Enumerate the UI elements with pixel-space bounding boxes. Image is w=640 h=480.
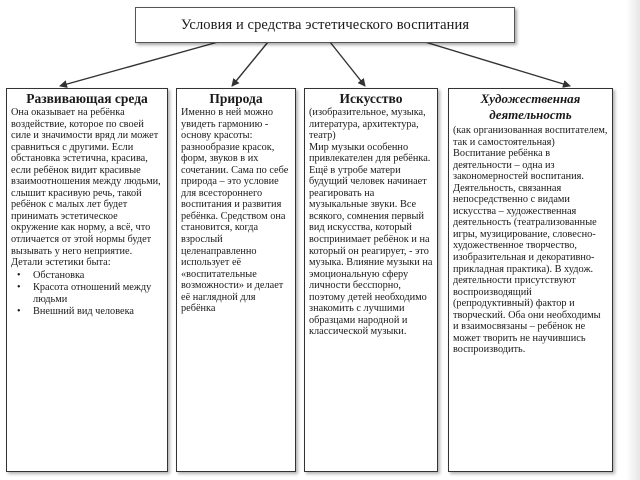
column-heading: Развивающая среда xyxy=(26,91,148,106)
column-text: Именно в ней можно увидеть гармонию - основу красоты: разнообразие красок, форм, звуков в их сочетании. Сама по себе природа – это условие для всестороннего воспитания и развития ребёнка. Средством она становится, когда взрослый целенаправленно использует её «воспитательные возможности» и делает её наглядной для ребёнка xyxy=(181,107,289,315)
details-list xyxy=(11,270,163,318)
column-heading: Художественная деятельность xyxy=(480,91,581,122)
details-label: Детали эстетики быта: xyxy=(11,257,111,269)
diagram-title: Условия и средства эстетического воспитания xyxy=(180,16,470,33)
column-text: Мир музыки особенно привлекателен для ребёнка. Ещё в утробе матери будущий человек начинает реагировать на музыкальные звуки. Все всякого, сомнения первый вид искусства, который воспринимает ребёнок и на который он реагирует, - это музыка. Влияние музыки на эмоциональную сферу личности бесспорно, поэтому детей необходимо знакомить с лучшими образцами народной и классической музыки. xyxy=(309,141,433,338)
column-text: Она оказывает на ребёнка воздействие, которое по своей силе и значимости вряд ли может сравниться с другими. Если обстановка эстетична, красива, если ребёнок видит красивые взаимоотношения между людьми, слышит красивую речь, такой ребёнок с малых лет будет принимать эстетическое окружение как норму, а всё, что отличается от этой нормы будет вызывать у него неприятие. xyxy=(11,107,161,257)
column-nature xyxy=(176,88,296,472)
diagram-title-box xyxy=(135,7,515,43)
column-heading: Искусство xyxy=(339,91,403,106)
list-item: • Красота отношений между людьми xyxy=(33,282,163,305)
list-item: • Внешний вид человека xyxy=(33,306,163,318)
list-item: • Обстановка xyxy=(33,270,163,282)
column-heading: Природа xyxy=(209,91,263,106)
column-art xyxy=(304,88,438,472)
column-artistic-activity xyxy=(448,88,613,472)
column-text: Воспитание ребёнка в деятельности – одна из закономерностей воспитания. Деятельность, связанная непосредственно с видами искусства – художественная деятельность (театрализованные игры, музицирование, словесно-художественное творчество, изобразительная и декоративно-прикладная практика). В худож. деятельности присутствуют воспроизводящий (репродуктивный) фактор и творческий. Оба они необходимы и взаимосвязаны – ребёнок не может творить не научившись воспроизводить. xyxy=(453,148,601,356)
arrow-to-art xyxy=(330,42,365,86)
column-subheading: (как организованная воспитателем, так и самостоятельная) xyxy=(453,125,608,148)
arrow-to-activity xyxy=(425,42,570,86)
arrow-to-environment xyxy=(60,42,218,86)
arrow-to-nature xyxy=(232,42,268,86)
column-developing-environment xyxy=(6,88,168,472)
column-subheading: (изобразительное, музыка, литература, архитектура, театр) xyxy=(309,107,426,142)
